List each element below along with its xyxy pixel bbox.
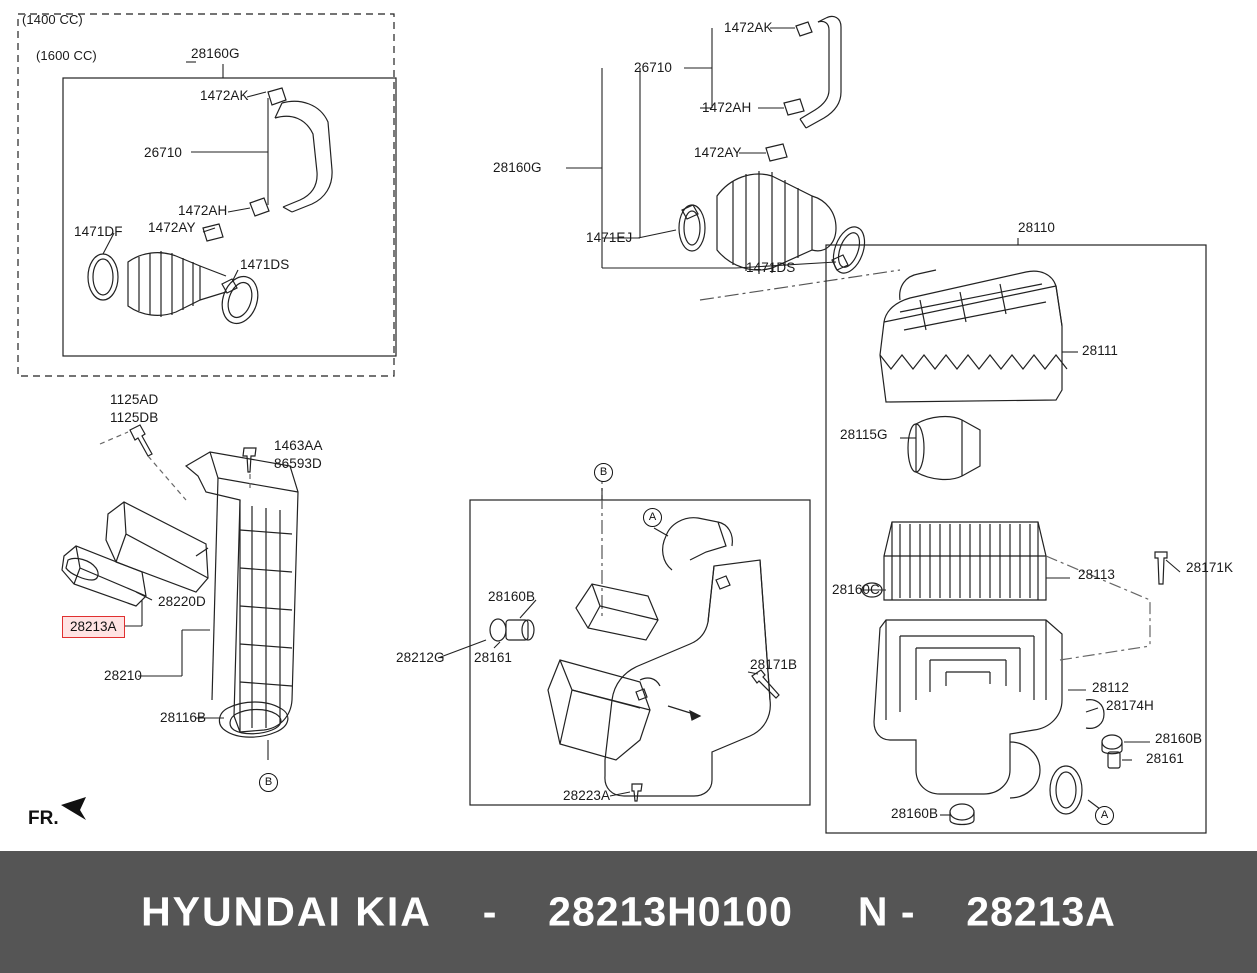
label-28160b-right: 28160B: [1155, 731, 1203, 746]
label-28116b: 28116B: [160, 710, 207, 725]
label-28113: 28113: [1078, 567, 1116, 582]
label-28160c: 28160C: [832, 582, 880, 597]
label-28160g-inset: 28160G: [191, 46, 240, 61]
label-28115g: 28115G: [840, 427, 888, 442]
label-28110: 28110: [1018, 220, 1056, 235]
label-28223a: 28223A: [563, 788, 611, 803]
label-1471df: 1471DF: [74, 224, 123, 239]
footer-brand: HYUNDAI KIA: [141, 888, 432, 935]
label-28111: 28111: [1082, 343, 1119, 358]
label-1472ah-inset: 1472AH: [178, 203, 228, 218]
label-1463aa: 1463AA: [274, 438, 323, 453]
label-28161-middle: 28161: [474, 650, 513, 665]
footer-text: [0, 889, 1257, 936]
front-direction-label: FR.: [28, 808, 59, 829]
label-28213a-highlight: 28213A: [62, 616, 125, 638]
label-1125ad: 1125AD: [110, 392, 159, 407]
label-1471ej: 1471EJ: [586, 230, 633, 245]
footer-bar: [0, 851, 1257, 973]
label-26710-inset: 26710: [144, 145, 183, 160]
footer-dash-2: N -: [857, 888, 916, 935]
callout-a-middle: A: [643, 508, 662, 527]
label-1472ak: 1472AK: [724, 20, 773, 35]
label-1472ay-inset: 1472AY: [148, 220, 196, 235]
label-engine-1400: (1400 CC): [22, 12, 83, 27]
label-engine-1600: (1600 CC): [36, 48, 97, 63]
label-28171k: 28171K: [1186, 560, 1234, 575]
label-1472ak-inset: 1472AK: [200, 88, 249, 103]
label-1472ay: 1472AY: [694, 145, 742, 160]
label-26710: 26710: [634, 60, 673, 75]
label-28160g: 28160G: [493, 160, 542, 175]
footer-part-number: 28213H0100: [548, 888, 793, 935]
footer-part-ref: 28213A: [966, 888, 1116, 935]
footer-dash-1: -: [482, 888, 498, 935]
label-28220d: 28220D: [158, 594, 206, 609]
label-1471ds-inset: 1471DS: [240, 257, 290, 272]
callout-b-top-middle: B: [594, 463, 613, 482]
label-28161-right: 28161: [1146, 751, 1185, 766]
label-86593d: 86593D: [274, 456, 322, 471]
label-28160b-bottom: 28160B: [891, 806, 939, 821]
label-28112: 28112: [1092, 680, 1130, 695]
label-28174h: 28174H: [1106, 698, 1154, 713]
label-28210: 28210: [104, 668, 143, 683]
label-28212g: 28212G: [396, 650, 445, 665]
label-28171b: 28171B: [750, 657, 798, 672]
label-1472ah: 1472AH: [702, 100, 752, 115]
callout-a-right: A: [1095, 806, 1114, 825]
label-28160b-middle: 28160B: [488, 589, 536, 604]
label-1125db: 1125DB: [110, 410, 159, 425]
label-1471ds: 1471DS: [746, 260, 796, 275]
callout-b-left: B: [259, 773, 278, 792]
